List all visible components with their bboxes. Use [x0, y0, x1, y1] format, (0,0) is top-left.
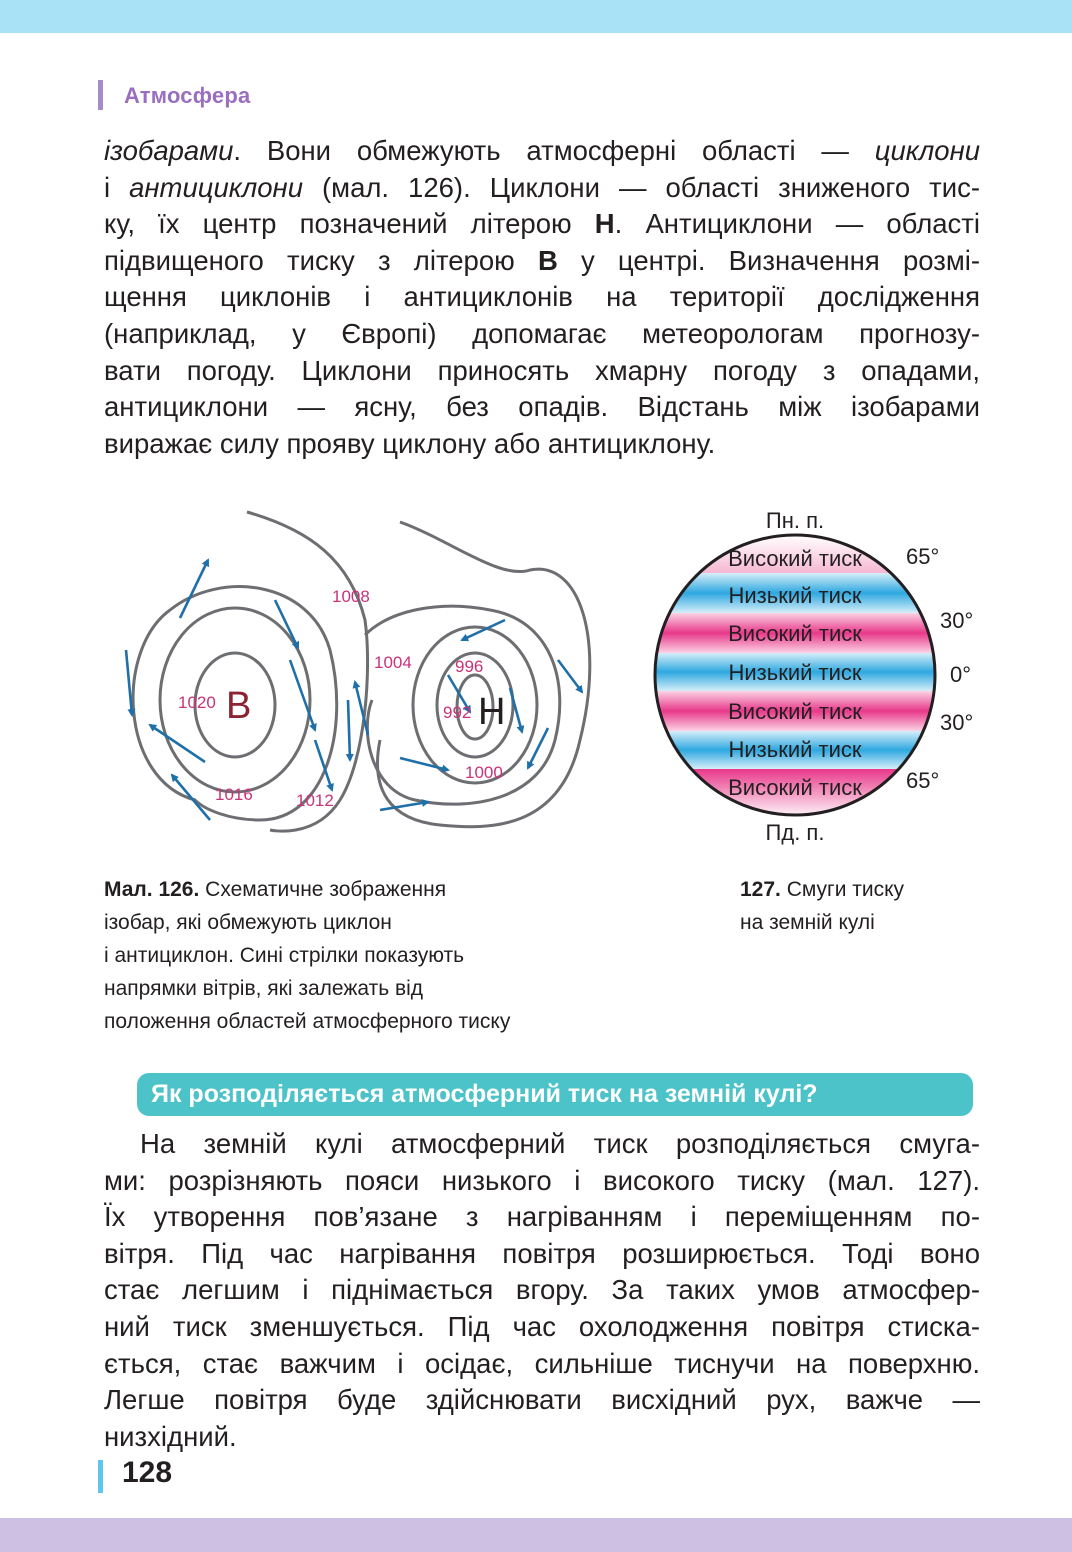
text-run: . Антициклони — області	[614, 208, 980, 240]
text-line	[104, 426, 980, 463]
text-run: щення циклонів і антициклонів на території дослідження	[104, 281, 980, 313]
text-line: ми: розрізняють пояси низького і високого тиску (мал. 127).	[104, 1164, 980, 1196]
bold-letter: Н	[594, 208, 615, 240]
band-label: Низький тиск	[728, 660, 862, 685]
caption-line: Схематичне зображення	[205, 878, 447, 901]
band-label: Високий тиск	[728, 775, 862, 800]
text-run: антициклони — ясну, без опадів. Відстань між ізобарами	[104, 391, 980, 423]
text-run: (наприклад, у Європі) допомагає метеорологам прогнозу-	[104, 317, 980, 349]
italic-term: циклони	[874, 135, 980, 166]
caption-line: Смуги тиску	[786, 878, 905, 901]
band-label: Низький тиск	[728, 737, 862, 762]
text-line: стає легшим і піднімається вгору. За таких умов атмосфер-	[104, 1274, 980, 1306]
text-line	[104, 133, 980, 170]
text-run: . Вони обмежують атмосферні області —	[233, 135, 875, 166]
figure-126-label: Мал. 126.	[104, 878, 200, 901]
figure-126-caption	[104, 873, 664, 1038]
italic-term: ізобарами	[104, 135, 234, 166]
south-pole-label: Пд. п.	[765, 820, 825, 845]
wind-arrow	[558, 660, 582, 692]
wind-arrow	[180, 560, 208, 618]
high-pressure-letter: В	[226, 685, 252, 727]
text-line	[104, 316, 980, 353]
text-run: (мал. 126). Циклони — області зниженого тис-	[303, 171, 981, 203]
text-run: ку, їх центр позначений літерою	[104, 208, 595, 240]
wind-arrow	[126, 650, 132, 715]
text-line: На земній кулі атмосферний тиск розподіляється смуга-	[140, 1128, 980, 1159]
text-run: вати погоду. Циклони приносять хмарну погоду з опадами,	[104, 354, 980, 386]
text-line: ється, стає важчим і осідає, сильніше тиснучи на поверхню.	[104, 1347, 980, 1379]
text-run: у центрі. Визначення розмі-	[557, 244, 981, 276]
caption-line: і антициклон. Сині стрілки показують	[104, 944, 465, 967]
section-marker	[98, 80, 103, 110]
latitude-label: 30°	[940, 608, 974, 633]
isobar-label: 996	[455, 657, 484, 676]
text-line: ний тиск зменшується. Під час охолодження повітря стиска-	[104, 1310, 980, 1342]
caption-line: на земній кулі	[740, 911, 875, 934]
bold-letter: В	[537, 244, 558, 276]
section-title: Атмосфера	[124, 83, 251, 108]
paragraph-intro	[104, 133, 980, 462]
caption-line: положення областей атмосферного тиску	[104, 1010, 511, 1033]
text-line	[104, 206, 980, 243]
text-line	[104, 170, 980, 207]
text-run: підвищеного тиску з літерою	[104, 244, 538, 276]
latitude-label: 30°	[940, 710, 974, 735]
text-line: вітря. Під час нагрівання повітря розширюється. Тоді воно	[104, 1237, 980, 1269]
isobar-label: 1020	[178, 693, 216, 712]
caption-line: ізобар, які обмежують циклон	[104, 911, 392, 934]
text-line: Легше повітря буде здійснювати висхідний рух, важче —	[104, 1384, 980, 1416]
paragraph-pressure-belts	[104, 1126, 980, 1455]
bottom-color-bar	[0, 1518, 1072, 1552]
latitude-label: 65°	[906, 544, 940, 569]
text-line: Їх утворення пов’язане з нагріванням і переміщенням по-	[104, 1201, 980, 1233]
page-number-marker	[98, 1460, 103, 1493]
wind-arrow	[462, 620, 505, 640]
pressure-belts-globe	[640, 500, 980, 850]
isobar-diagram	[110, 500, 630, 850]
text-line	[104, 279, 980, 316]
italic-term: антициклони	[129, 171, 303, 203]
latitude-label: 65°	[906, 768, 940, 793]
wind-arrow	[400, 758, 448, 770]
wind-arrow	[348, 700, 350, 760]
section-question-heading: Як розподіляється атмосферний тиск на земній кулі?	[137, 1073, 973, 1116]
text-line	[104, 389, 980, 426]
isobar-label: 1012	[296, 791, 334, 810]
text-line: низхідний.	[104, 1420, 237, 1452]
figure-127-label: 127.	[740, 878, 781, 901]
latitude-label: 0°	[950, 662, 972, 687]
isobar-label: 1004	[374, 653, 412, 672]
band-label: Високий тиск	[728, 546, 862, 571]
north-pole-label: Пн. п.	[765, 508, 825, 533]
text-line	[104, 243, 980, 280]
wind-arrow	[380, 802, 428, 810]
low-pressure-letter: Н	[478, 691, 506, 733]
text-run: виражає силу прояву циклону або антициклону.	[104, 427, 716, 459]
isobar-label: 1000	[465, 763, 503, 782]
top-color-bar	[0, 0, 1072, 33]
wind-arrow	[150, 725, 205, 762]
isobar-1000	[413, 627, 537, 783]
text-line	[104, 353, 980, 390]
band-label: Високий тиск	[728, 621, 862, 646]
band-label: Низький тиск	[728, 583, 862, 608]
figure-127-caption	[740, 873, 1000, 939]
band-label: Високий тиск	[728, 699, 862, 724]
page-number: 128	[122, 1456, 173, 1489]
wind-arrow	[172, 775, 210, 820]
isobar-label: 1008	[332, 587, 370, 606]
text-run: і	[104, 171, 130, 203]
caption-line: напрямки вітрів, які залежать від	[104, 977, 424, 1000]
isobar-label: 1016	[215, 785, 253, 804]
isobar-label: 992	[443, 703, 472, 722]
